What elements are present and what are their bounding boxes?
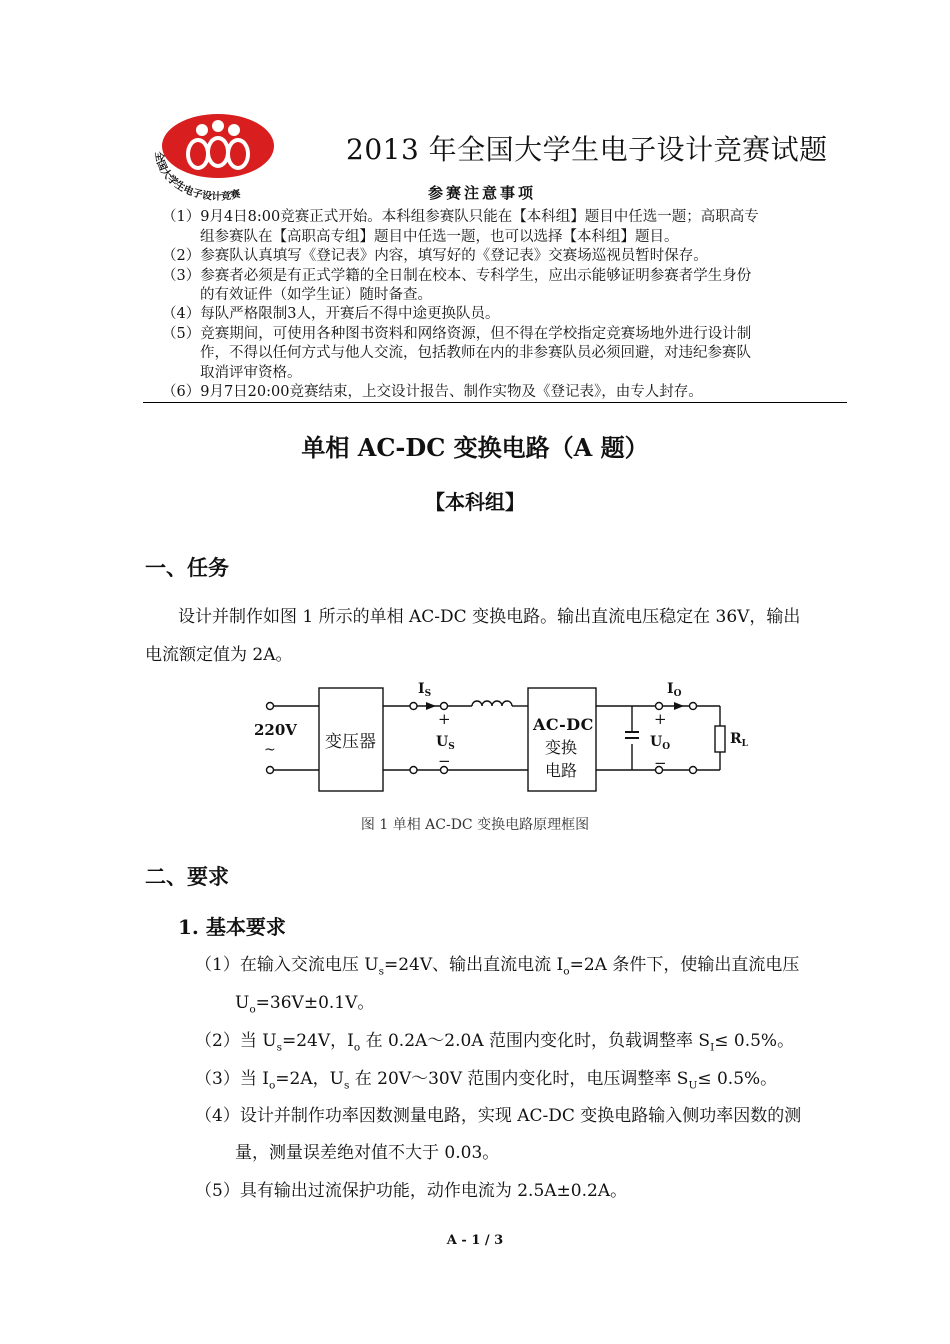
voltage-out-label: U (650, 734, 663, 750)
transformer-label: 变压器 (325, 732, 376, 752)
notice-3-line-2: 的有效证件（如学生证）随时备查。 (200, 287, 432, 303)
requirement-3: （3）当 $I_o=2A$，$U_s$ 在 20V～30V 范围内变化时，电压调整率 $S_U\le 0.5\%$。 (195, 1069, 778, 1092)
ac-symbol: ~ (264, 742, 276, 758)
requirement-1-line-2: $U_o=36V\pm 0.1V$。 (235, 993, 375, 1016)
uo-minus: − (654, 754, 667, 772)
svg-text:IS (418, 681, 431, 699)
section-heading-task: 一、任务 (145, 555, 229, 580)
notice-title: 参赛注意事项 (428, 184, 537, 202)
us-plus: + (438, 710, 451, 728)
header-rule (143, 402, 847, 403)
notice-4: （4）每队严格限制3人，开赛后不得中途更换队员。 (162, 306, 500, 322)
voltage-in-sub: S (448, 742, 455, 752)
figure-caption: 图 1 单相 AC-DC 变换电路原理框图 (360, 817, 590, 833)
logo-text: 全国大学生电子设计竞赛 (152, 150, 242, 203)
svg-text:IO (667, 681, 682, 699)
current-in-sub: S (424, 689, 432, 699)
svg-text:US (436, 734, 455, 752)
current-in-label: I (418, 681, 425, 697)
notice-6: （6）9月7日20:00竞赛结束，上交设计报告、制作实物及《登记表》，由专人封存。 (162, 384, 703, 400)
voltage-in-label: U (436, 734, 449, 750)
svg-text:UO (650, 734, 670, 752)
converter-label-line-2: 变换 (545, 738, 578, 757)
notice-1-line-1: （1）9月4日8:00竞赛正式开始。本科组参赛队只能在【本科组】题目中任选一题；高职高专 (162, 209, 759, 225)
voltage-out-sub: O (662, 742, 671, 752)
converter-label-line-3: 电路 (545, 761, 578, 780)
page-number: A - 1 / 3 (446, 1233, 504, 1248)
contest-logo (138, 108, 288, 204)
section-heading-requirements: 二、要求 (145, 864, 229, 889)
notice-3-line-1: （3）参赛者必须是有正式学籍的全日制在校本、专科学生，应出示能够证明参赛者学生身份 (162, 268, 752, 284)
notice-1-line-2: 组参赛队在【高职高专组】题目中任选一题，也可以选择【本科组】题目。 (200, 229, 679, 245)
us-minus: − (438, 752, 451, 770)
notice-5-line-3: 取消评审资格。 (200, 365, 302, 381)
current-out-sub: O (673, 689, 682, 699)
input-voltage-label: 220V (254, 721, 297, 739)
load-label: R (730, 731, 742, 747)
requirement-5: （5）具有输出过流保护功能，动作电流为 2.5A±0.2A。 (195, 1181, 628, 1201)
load-sub: L (741, 739, 748, 749)
document-title: 2013 年全国大学生电子设计竞赛试题 (346, 133, 828, 166)
task-paragraph-line-2: 电流额定值为 2A。 (145, 645, 293, 665)
notice-5-line-1: （5）竞赛期间，可使用各种图书资料和网络资源，但不得在学校指定竞赛场地外进行设计制 (162, 326, 752, 342)
requirement-1-line-1: （1）在输入交流电压 $U_s=24V$、输出直流电流 $I_o=2A$ 条件下，使输出直流电压 (195, 955, 800, 978)
current-out-label: I (667, 681, 674, 697)
subsection-heading-basic: 1. 基本要求 (178, 915, 286, 939)
group-label: 【本科组】 (425, 490, 525, 514)
svg-text:RL (730, 731, 749, 749)
notice-2: （2）参赛队认真填写《登记表》内容，填写好的《登记表》交赛场巡视员暂时保存。 (162, 248, 708, 264)
requirement-4-line-1: （4）设计并制作功率因数测量电路，实现 AC-DC 变换电路输入侧功率因数的测 (195, 1106, 802, 1126)
notice-5-line-2: 作，不得以任何方式与他人交流，包括教师在内的非参赛队员必须回避，对违纪参赛队 (200, 345, 751, 361)
uo-plus: + (654, 710, 667, 728)
circuit-diagram (250, 676, 750, 802)
problem-title: 单相 AC-DC 变换电路（A 题） (301, 433, 649, 462)
requirement-4-line-2: 量，测量误差绝对值不大于 0.03。 (235, 1143, 500, 1163)
task-paragraph-line-1: 设计并制作如图 1 所示的单相 AC-DC 变换电路。输出直流电压稳定在 36V，输出 (178, 607, 801, 627)
requirement-2: （2）当 $U_s=24V$，$I_o$ 在 0.2A～2.0A 范围内变化时，负载调整率 $S_I\le 0.5\%$。 (195, 1031, 795, 1054)
converter-label-line-1: AC-DC (533, 715, 594, 734)
